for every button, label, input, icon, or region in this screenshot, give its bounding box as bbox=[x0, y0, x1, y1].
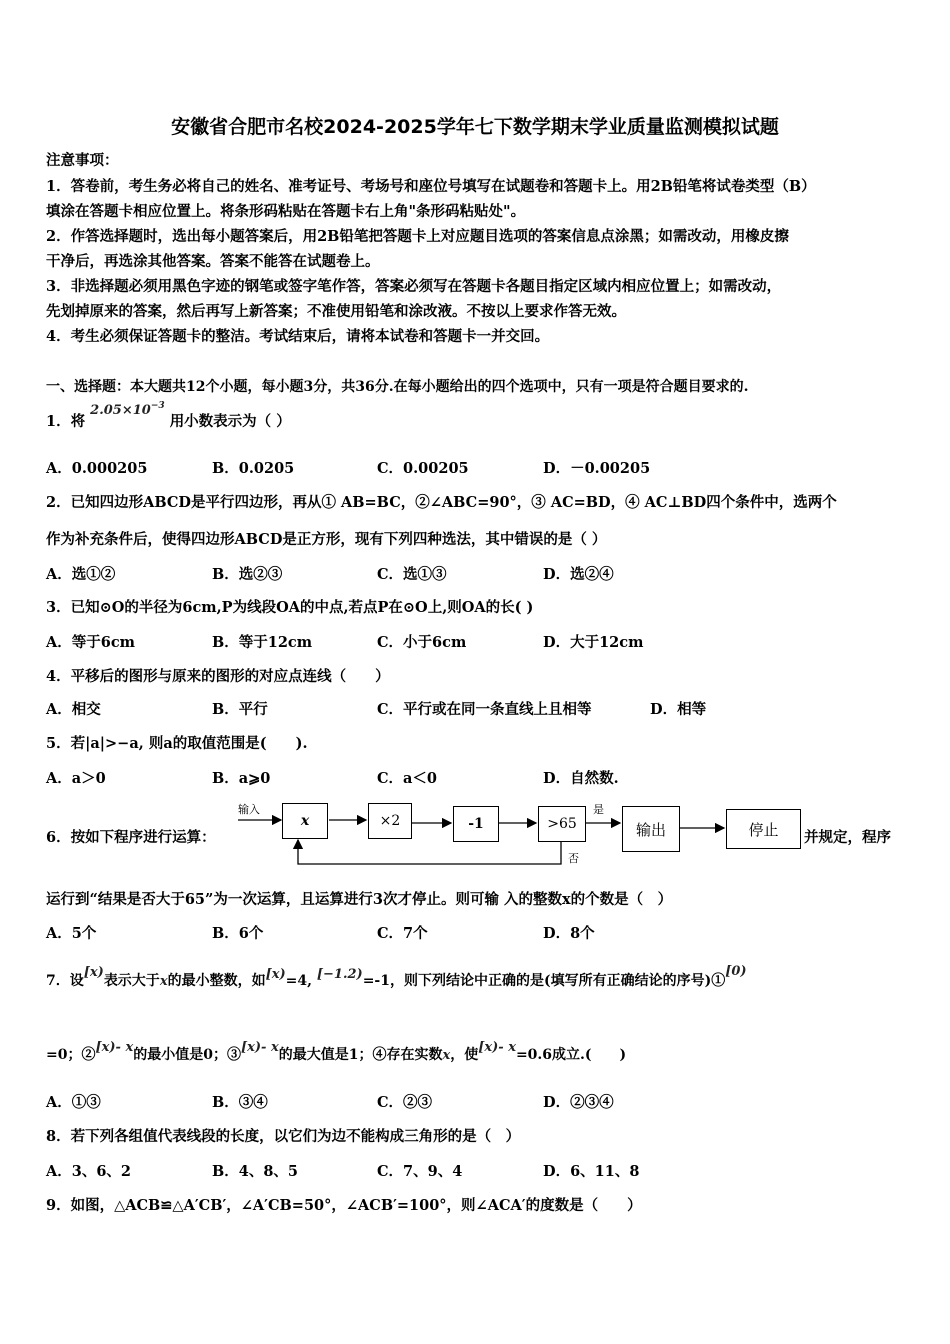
q4-option-b[interactable]: B．平行 bbox=[212, 701, 268, 718]
q8-option-b[interactable]: B．4、8、5 bbox=[212, 1163, 299, 1180]
q2-option-c[interactable]: C．选①③ bbox=[377, 566, 447, 583]
flow-box-minus1: -1 bbox=[453, 806, 499, 842]
flow-no-label: 否 bbox=[568, 852, 579, 865]
q1-prefix: 1．将 bbox=[46, 413, 86, 430]
q7-math: x bbox=[442, 1048, 451, 1063]
q4-option-c[interactable]: C．平行或在同一条直线上且相等 bbox=[377, 701, 592, 718]
q5-option-a[interactable]: A．a＞0 bbox=[46, 770, 106, 787]
q3-option-c[interactable]: C．小于6cm bbox=[377, 634, 467, 651]
q1-math: $2.05\times 10^{-3}$ bbox=[90, 401, 165, 418]
q2-option-d[interactable]: D．选②④ bbox=[543, 566, 614, 583]
notice-line: 4．考生必须保证答题卡的整洁。考试结束后，请将本试卷和答题卡一并交回。 bbox=[46, 328, 550, 345]
notice-line: 2．作答选择题时，选出每小题答案后，用2B铅笔把答题卡上对应题目选项的答案信息点涂黑；如需改动，用橡皮擦 bbox=[46, 228, 789, 245]
notice-heading: 注意事项： bbox=[46, 152, 119, 169]
q5-option-c[interactable]: C．a＜0 bbox=[377, 770, 438, 787]
notice-line: 先划掉原来的答案，然后再写上新答案；不准使用铅笔和涂改液。不按以上要求作答无效。 bbox=[46, 303, 626, 320]
q7-math: [x)- x bbox=[478, 1040, 516, 1055]
q7-math: [x)- x bbox=[240, 1040, 279, 1055]
question-4: 4．平移后的图形与原来的图形的对应点连线（ ） bbox=[46, 668, 390, 685]
flow-box-times2: ×2 bbox=[368, 803, 412, 839]
question-2-line2: 作为补充条件后，使得四边形ABCD是正方形，现有下列四种选法，其中错误的是（ ） bbox=[46, 531, 607, 548]
q7-option-a[interactable]: A．①③ bbox=[46, 1094, 101, 1111]
q7-math: [x)- x bbox=[95, 1040, 134, 1055]
q2-option-a[interactable]: A．选①② bbox=[46, 566, 116, 583]
q1-option-c[interactable]: C．0.00205 bbox=[377, 460, 469, 477]
q6-option-b[interactable]: B．6个 bbox=[212, 925, 264, 942]
flow-box-stop: 停止 bbox=[726, 809, 801, 849]
flow-box-gt65: >65 bbox=[538, 806, 586, 842]
q6-option-d[interactable]: D．8个 bbox=[543, 925, 595, 942]
question-9: 9．如图，△ACB≌△A′CB′，∠A′CB=50°，∠ACB′=100°，则∠ACA′的度数是（ ） bbox=[46, 1197, 642, 1214]
q7-math: [−1.2) bbox=[316, 967, 363, 982]
q8-option-a[interactable]: A．3、6、2 bbox=[46, 1163, 132, 1180]
q4-option-a[interactable]: A．相交 bbox=[46, 701, 101, 718]
q6-option-c[interactable]: C．7个 bbox=[377, 925, 428, 942]
q7-option-b[interactable]: B．③④ bbox=[212, 1094, 268, 1111]
q1-option-b[interactable]: B．0.0205 bbox=[212, 460, 295, 477]
q7-option-d[interactable]: D．②③④ bbox=[543, 1094, 614, 1111]
page-title: 安徽省合肥市名校2024-2025学年七下数学期末学业质量监测模拟试题 bbox=[171, 116, 779, 138]
notice-line: 干净后，再选涂其他答案。答案不能答在试题卷上。 bbox=[46, 253, 380, 270]
q5-option-d[interactable]: D．自然数. bbox=[543, 770, 619, 787]
question-6-suffix: 并规定，程序 bbox=[804, 829, 891, 846]
question-7-line2: =0；②[x)- x的最小值是0；③[x)- x的最大值是1；④存在实数x，使[x)- x=0.6成立.( ) bbox=[46, 1040, 627, 1063]
q7-math: [x) bbox=[265, 967, 286, 982]
question-3: 3．已知⊙O的半径为6cm,P为线段OA的中点,若点P在⊙O上,则OA的长( ) bbox=[46, 599, 534, 616]
question-2-line1: 2．已知四边形ABCD是平行四边形，再从① AB=BC，②∠ABC=90°，③ AC=BD，④ AC⊥BD四个条件中，选两个 bbox=[46, 494, 837, 511]
q5-option-b[interactable]: B．a⩾0 bbox=[212, 770, 271, 787]
q2-option-b[interactable]: B．选②③ bbox=[212, 566, 283, 583]
q7-math: [x) bbox=[83, 965, 104, 980]
flow-box-x: x bbox=[282, 803, 328, 839]
q1-option-d[interactable]: D．－0.00205 bbox=[543, 460, 651, 477]
q7-option-c[interactable]: C．②③ bbox=[377, 1094, 433, 1111]
q6-option-a[interactable]: A．5个 bbox=[46, 925, 97, 942]
q7-math: [0) bbox=[725, 964, 747, 979]
q8-option-d[interactable]: D．6、11、8 bbox=[543, 1163, 640, 1180]
q3-option-b[interactable]: B．等于12cm bbox=[212, 634, 313, 651]
question-5: 5．若|a|>−a, 则a的取值范围是( ). bbox=[46, 735, 308, 752]
q8-option-c[interactable]: C．7、9、4 bbox=[377, 1163, 463, 1180]
q3-option-a[interactable]: A．等于6cm bbox=[46, 634, 136, 651]
q4-option-d[interactable]: D．相等 bbox=[650, 701, 707, 718]
q1-option-a[interactable]: A．0.000205 bbox=[46, 460, 148, 477]
q1-suffix: 用小数表示为（ ） bbox=[169, 413, 291, 430]
flow-input-label: 输入 bbox=[238, 803, 260, 816]
question-6-line2: 运行到“结果是否大于65”为一次运算，且运算进行3次才停止。则可输 入的整数x的个数是（ ） bbox=[46, 891, 673, 908]
flow-box-output: 输出 bbox=[622, 806, 680, 852]
notice-line: 3．非选择题必须用黑色字迹的钢笔或签字笔作答，答案必须写在答题卡各题目指定区域内相应位置上；如需改动， bbox=[46, 278, 782, 295]
notice-line: 1．答卷前，考生务必将自己的姓名、准考证号、考场号和座位号填写在试题卷和答题卡上。用2B铅笔将试卷类型（B） bbox=[46, 178, 816, 195]
section-heading: 一、选择题：本大题共12个小题，每小题3分，共36分.在每小题给出的四个选项中，只有一项是符合题目要求的. bbox=[46, 379, 749, 395]
q7-math: x bbox=[159, 974, 168, 989]
q3-option-d[interactable]: D．大于12cm bbox=[543, 634, 644, 651]
question-7-line1: 7．设[x)表示大于x的最小整数，如[x)=4, [−1.2)=-1，则下列结论中正确的是(填写所有正确结论的序号)①[0) bbox=[46, 964, 747, 989]
notice-line: 填涂在答题卡相应位置上。将条形码粘贴在答题卡右上角"条形码粘贴处"。 bbox=[46, 203, 526, 220]
flow-yes-label: 是 bbox=[593, 803, 604, 816]
question-6-prefix: 6．按如下程序进行运算： bbox=[46, 829, 216, 846]
question-8: 8．若下列各组值代表线段的长度，以它们为边不能构成三角形的是（ ） bbox=[46, 1128, 521, 1145]
